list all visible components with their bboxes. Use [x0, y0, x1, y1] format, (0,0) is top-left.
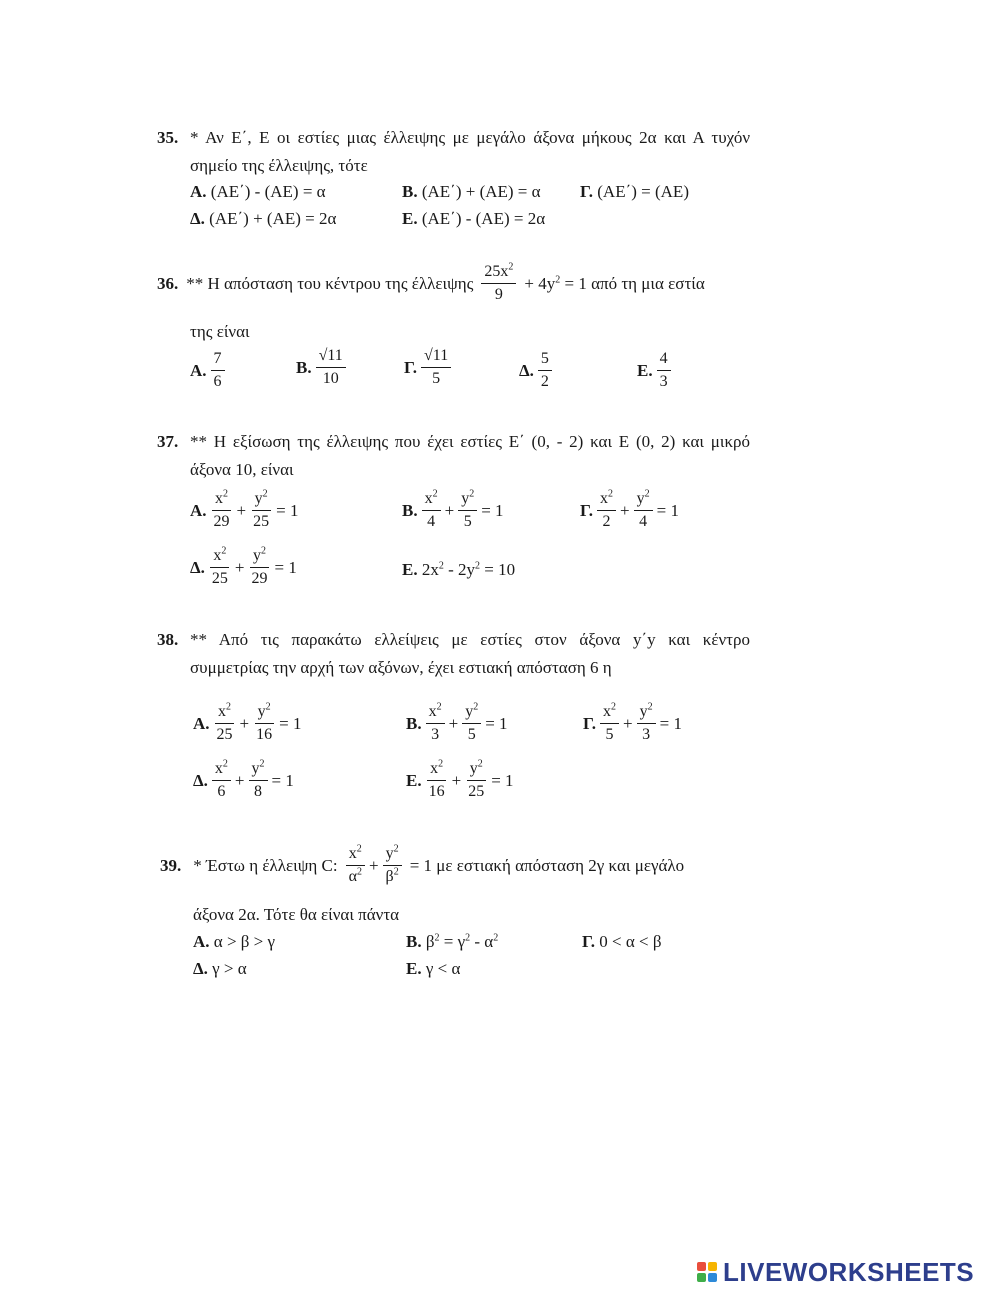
- option-label: Β.: [406, 932, 422, 951]
- option-label: Γ.: [404, 357, 418, 377]
- logo-square: [697, 1273, 706, 1282]
- option-e: [406, 959, 460, 979]
- logo-square: [708, 1262, 717, 1271]
- option-fraction: $\frac{7}{6}$: [211, 350, 225, 391]
- logo-text: LIVEWORKSHEETS: [723, 1256, 975, 1287]
- option-label: Δ.: [193, 959, 208, 978]
- option-label: Β.: [406, 713, 422, 733]
- option-text: (ΑΕ΄) - (ΑΕ) = α: [210, 182, 326, 201]
- option-text: γ < α: [425, 959, 461, 978]
- option-label: Γ.: [583, 713, 597, 733]
- option-d: Δ. $\frac{x^2}{25}$ + $\frac{y^2}{29}$ = 1: [190, 545, 297, 587]
- option-fraction: $\frac{4}{3}$: [657, 350, 671, 391]
- question-number: 38.: [157, 630, 179, 649]
- option-label: Α.: [193, 713, 210, 733]
- liveworksheets-logo[interactable]: [697, 1257, 974, 1287]
- option-label: Β.: [296, 357, 312, 377]
- question-line1: [157, 263, 750, 304]
- option-b: Β. $\beta^2 = \gamma^2 - \alpha^2$: [406, 932, 499, 951]
- option-text: 0 < α < β: [599, 932, 662, 951]
- option-label: Δ.: [519, 360, 534, 380]
- option-label: Γ.: [582, 932, 596, 951]
- option-label: Β.: [402, 182, 418, 201]
- option-a: Α. $\frac{x^2}{25}$ + $\frac{y^2}{16}$ = 1: [193, 701, 302, 743]
- logo-square: [697, 1262, 706, 1271]
- option-a: [193, 932, 275, 952]
- question-text-line1: ** Η εξίσωση της έλλειψης που έχει εστίες Ε΄ (0, - 2) και Ε (0, 2) και μικρό: [190, 432, 750, 451]
- option-text: (ΑΕ΄) - (ΑΕ) = 2α: [421, 209, 546, 228]
- option-label: Ε.: [402, 560, 418, 579]
- option-e: Ε. $\frac{x^2}{16}$ + $\frac{y^2}{25}$ = 1: [406, 758, 514, 800]
- question-text: * Έστω η έλλειψη C:: [193, 855, 338, 875]
- option-b: Β. $\frac{x^2}{4}$ + $\frac{y^2}{5}$ = 1: [402, 488, 504, 530]
- option-label: Ε.: [637, 360, 653, 380]
- question-number: 39.: [160, 855, 182, 875]
- question-text-line2: άξονα 10, είναι: [190, 460, 294, 479]
- option-label: Γ.: [580, 500, 594, 520]
- option-g: Γ. $\frac{x^2}{2}$ + $\frac{y^2}{4}$ = 1: [580, 488, 679, 530]
- option-label: Ε.: [406, 959, 422, 978]
- option-b: [296, 347, 350, 388]
- question-text-line2: της είναι: [190, 322, 250, 341]
- option-fraction: $\frac{√11}{5}$: [421, 347, 451, 388]
- question-line1: 39. * Έστω η έλλειψη C: $\frac{x^2}{\alpha^2}$ + $\frac{y^2}{\beta^2}$ = 1 με εστιακή απόσταση 2γ και μεγάλο: [160, 843, 685, 885]
- option-label: Α.: [190, 500, 207, 520]
- option-g: [404, 347, 455, 388]
- option-g: [582, 932, 662, 952]
- option-label: Δ.: [190, 209, 205, 228]
- logo-icon: [697, 1262, 717, 1282]
- option-label: Δ.: [193, 770, 208, 790]
- question-text-line2: σημείο της έλλειψης, τότε: [190, 156, 368, 175]
- option-label: Γ.: [580, 182, 594, 201]
- option-label: Α.: [190, 360, 207, 380]
- option-label: Α.: [193, 932, 210, 951]
- option-fraction: $\frac{5}{2}$: [538, 350, 552, 391]
- question-number: 36.: [157, 273, 179, 293]
- fraction-numerator: 25x: [484, 263, 509, 280]
- question-text: ** Η απόσταση του κέντρου της έλλειψης: [186, 273, 474, 293]
- option-text: γ > α: [212, 959, 247, 978]
- option-g: Γ. $\frac{x^2}{5}$ + $\frac{y^2}{3}$ = 1: [583, 701, 682, 743]
- question-text-line2: συμμετρίας την αρχή των αξόνων, έχει εστιακή απόσταση 6 η: [190, 658, 612, 677]
- option-e: Ε. $2x^2 - 2y^2 = 10$: [402, 560, 516, 579]
- logo-square: [708, 1273, 717, 1282]
- option-b: [402, 182, 541, 202]
- option-g: [580, 182, 689, 202]
- question-number: 35.: [157, 128, 179, 147]
- option-b: Β. $\frac{x^2}{3}$ + $\frac{y^2}{5}$ = 1: [406, 701, 508, 743]
- option-text: (ΑΕ΄) + (ΑΕ) = α: [421, 182, 541, 201]
- option-a: Α. $\frac{x^2}{29}$ + $\frac{y^2}{25}$ = 1: [190, 488, 299, 530]
- equation-fraction: [481, 263, 516, 304]
- option-label: Ε.: [402, 209, 418, 228]
- equation-fraction: $\frac{x^2}{\alpha^2}$: [346, 845, 365, 886]
- option-a: [190, 182, 326, 202]
- option-label: Α.: [190, 182, 207, 201]
- exponent: 2: [508, 261, 514, 273]
- option-e: [637, 350, 675, 391]
- option-d: [190, 209, 336, 229]
- option-text: α > β > γ: [213, 932, 276, 951]
- option-a: [190, 350, 229, 391]
- option-e: [402, 209, 545, 229]
- option-text: (ΑΕ΄) = (ΑΕ): [597, 182, 689, 201]
- option-fraction: $\frac{√11}{10}$: [316, 347, 346, 388]
- question-text-line1: ** Από τις παρακάτω ελλείψεις με εστίες στον άξονα y΄y και κέντρο: [190, 630, 750, 649]
- question-number: 37.: [157, 432, 179, 451]
- question-text-line2: άξονα 2α. Τότε θα είναι πάντα: [193, 905, 400, 924]
- option-d: Δ. $\frac{x^2}{6}$ + $\frac{y^2}{8}$ = 1: [193, 758, 294, 800]
- option-label: Β.: [402, 500, 418, 520]
- option-text: (ΑΕ΄) + (ΑΕ) = 2α: [209, 209, 337, 228]
- option-d: [193, 959, 247, 979]
- option-label: Ε.: [406, 770, 422, 790]
- question-text-line1: * Αν Ε΄, Ε οι εστίες μιας έλλειψης με μεγάλο άξονα μήκους 2α και Α τυχόν: [190, 128, 750, 147]
- equation-term: + $4y^2 = 1$ από τη μια εστία: [524, 273, 705, 293]
- option-label: Δ.: [190, 557, 205, 577]
- equation-fraction: $\frac{y^2}{\beta^2}$: [383, 845, 402, 886]
- fraction-denominator: 9: [494, 286, 503, 303]
- question-text: = 1 με εστιακή απόσταση 2γ και μεγάλο: [409, 855, 685, 875]
- option-d: [519, 350, 556, 391]
